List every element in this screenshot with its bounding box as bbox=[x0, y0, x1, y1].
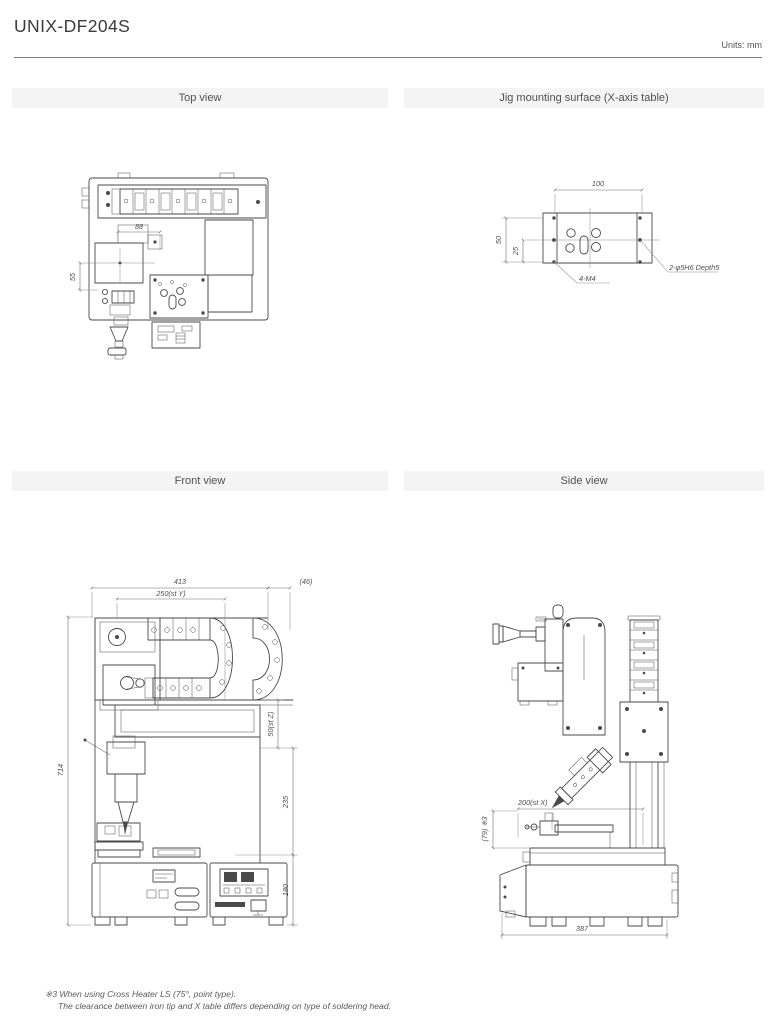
side-view-dimensions bbox=[480, 798, 667, 939]
dim-front-180: 180 bbox=[281, 883, 290, 897]
dim-jig-100: 100 bbox=[591, 179, 605, 188]
dim-top-55: 55 bbox=[68, 272, 77, 282]
jig-mounting-drawing bbox=[470, 170, 724, 300]
dim-side-79: (79) ※3 bbox=[480, 816, 489, 842]
dim-jig-25: 25 bbox=[511, 246, 520, 256]
page-title: UNIX-DF204S bbox=[14, 16, 131, 36]
side-view-machine-body bbox=[493, 605, 678, 926]
dim-top-88: 88 bbox=[134, 222, 144, 231]
header-divider bbox=[14, 57, 762, 58]
section-top-view: Top view bbox=[12, 88, 388, 108]
dim-side-387: 387 bbox=[575, 924, 589, 933]
top-view-dimensions bbox=[68, 222, 160, 290]
label-2-phi5h6: 2-φ5H6 Depth5 bbox=[669, 263, 720, 272]
footnote-line-2: The clearance between iron tip and X table differs depending on type of soldering head. bbox=[58, 1000, 391, 1011]
jig-plate bbox=[525, 208, 660, 268]
label-4-m4: 4-M4 bbox=[579, 274, 596, 283]
top-view-machine-body bbox=[80, 173, 268, 359]
side-view-drawing bbox=[460, 575, 730, 950]
footnote bbox=[45, 989, 391, 1012]
units-label: Units: mm bbox=[721, 40, 762, 50]
section-jig-mounting: Jig mounting surface (X-axis table) bbox=[404, 88, 764, 108]
footnote-line-1: ※3 When using Cross Heater LS (75°, point type). bbox=[45, 989, 237, 999]
dim-jig-50: 50 bbox=[494, 235, 503, 245]
section-front-view: Front view bbox=[12, 471, 388, 491]
dim-front-413: 413 bbox=[173, 577, 187, 586]
dim-front-50z: 50(st Z) bbox=[266, 711, 275, 737]
section-side-view: Side view bbox=[404, 471, 764, 491]
dim-front-46: (46) bbox=[299, 577, 313, 586]
jig-dimensions bbox=[494, 179, 720, 283]
front-view-machine-body bbox=[84, 618, 294, 925]
dim-front-235: 235 bbox=[281, 795, 290, 809]
front-view-drawing bbox=[55, 570, 315, 955]
top-view-drawing bbox=[60, 165, 320, 362]
dim-front-714: 714 bbox=[56, 763, 65, 777]
dim-side-200: 200(st X) bbox=[518, 798, 548, 807]
dim-front-250: 250(st Y) bbox=[156, 589, 186, 598]
